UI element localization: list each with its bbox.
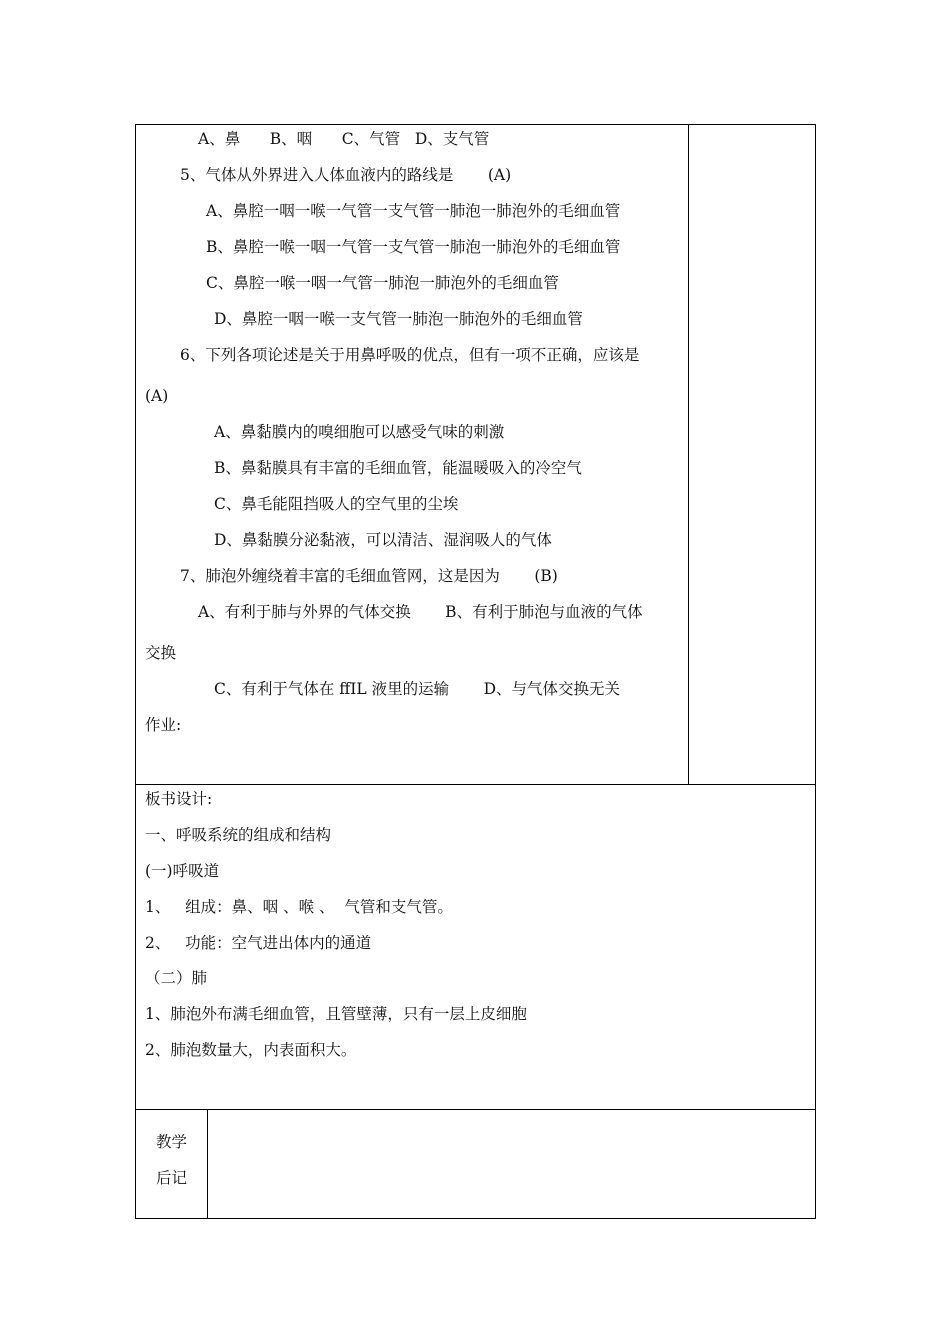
q5-option-d: D、鼻腔一咽一喉一支气管一肺泡一肺泡外的毛细血管	[214, 310, 583, 328]
q7-stem: 7、肺泡外缠绕着丰富的毛细血管网，这是因为 (B)	[180, 567, 558, 585]
table-border-left	[135, 124, 136, 1219]
reflection-label-divider	[207, 1109, 208, 1219]
q5-stem: 5、气体从外界进入人体血液内的路线是 (A)	[180, 166, 512, 184]
reflection-label-line2: 后记	[156, 1169, 188, 1187]
q5-option-a: A、鼻腔一咽一喉一气管一支气管一肺泡一肺泡外的毛细血管	[206, 202, 621, 220]
row-divider-board	[135, 784, 816, 785]
q6-option-b: B、鼻黏膜具有丰富的毛细血管，能温暖吸入的冷空气	[214, 459, 582, 477]
q7-options-cd: C、有利于气体在 ffIL 液里的运输 D、与气体交换无关	[214, 680, 621, 698]
homework-label: 作业:	[145, 716, 182, 734]
q6-option-a: A、鼻黏膜内的嗅细胞可以感受气味的刺激	[214, 423, 505, 441]
table-border-bottom	[135, 1218, 816, 1219]
reflection-label-line1: 教学	[156, 1133, 188, 1151]
q7-options-ab-line2: 交换	[145, 644, 177, 662]
q6-stem-line2: (A)	[145, 387, 169, 405]
q6-option-c: C、鼻毛能阻挡吸人的空气里的尘埃	[214, 495, 459, 513]
board-design-title: 板书设计:	[145, 790, 213, 808]
board-line-2: (一)呼吸道	[145, 862, 220, 880]
q6-stem-line1: 6、下列各项论述是关于用鼻呼吸的优点，但有一项不正确，应该是	[180, 346, 640, 364]
table-border-right	[815, 124, 816, 1219]
board-line-5: （二）肺	[145, 969, 208, 987]
board-line-7: 2、肺泡数量大，内表面积大。	[145, 1041, 357, 1059]
board-line-1: 一、呼吸系统的组成和结构	[145, 826, 332, 844]
board-line-3: 1、 组成：鼻、咽 、喉 、 气管和支气管。	[145, 898, 453, 916]
q7-options-ab-line1: A、有利于肺与外界的气体交换 B、有利于肺泡与血液的气体	[198, 603, 643, 621]
row-divider-reflection	[135, 1109, 816, 1110]
table-border-top	[135, 124, 816, 125]
q4-options: A、鼻 B、咽 C、气管 D、支气管	[198, 130, 490, 148]
q5-option-b: B、鼻腔一喉一咽一气管一支气管一肺泡一肺泡外的毛细血管	[206, 238, 621, 256]
q5-option-c: C、鼻腔一喉一咽一气管一肺泡一肺泡外的毛细血管	[206, 274, 559, 292]
q6-option-d: D、鼻黏膜分泌黏液，可以清洁、湿润吸人的气体	[214, 531, 552, 549]
board-line-6: 1、肺泡外布满毛细血管，且管壁薄，只有一层上皮细胞	[145, 1005, 527, 1023]
side-column-divider	[688, 124, 689, 785]
board-line-4: 2、 功能：空气进出体内的通道	[145, 934, 372, 952]
